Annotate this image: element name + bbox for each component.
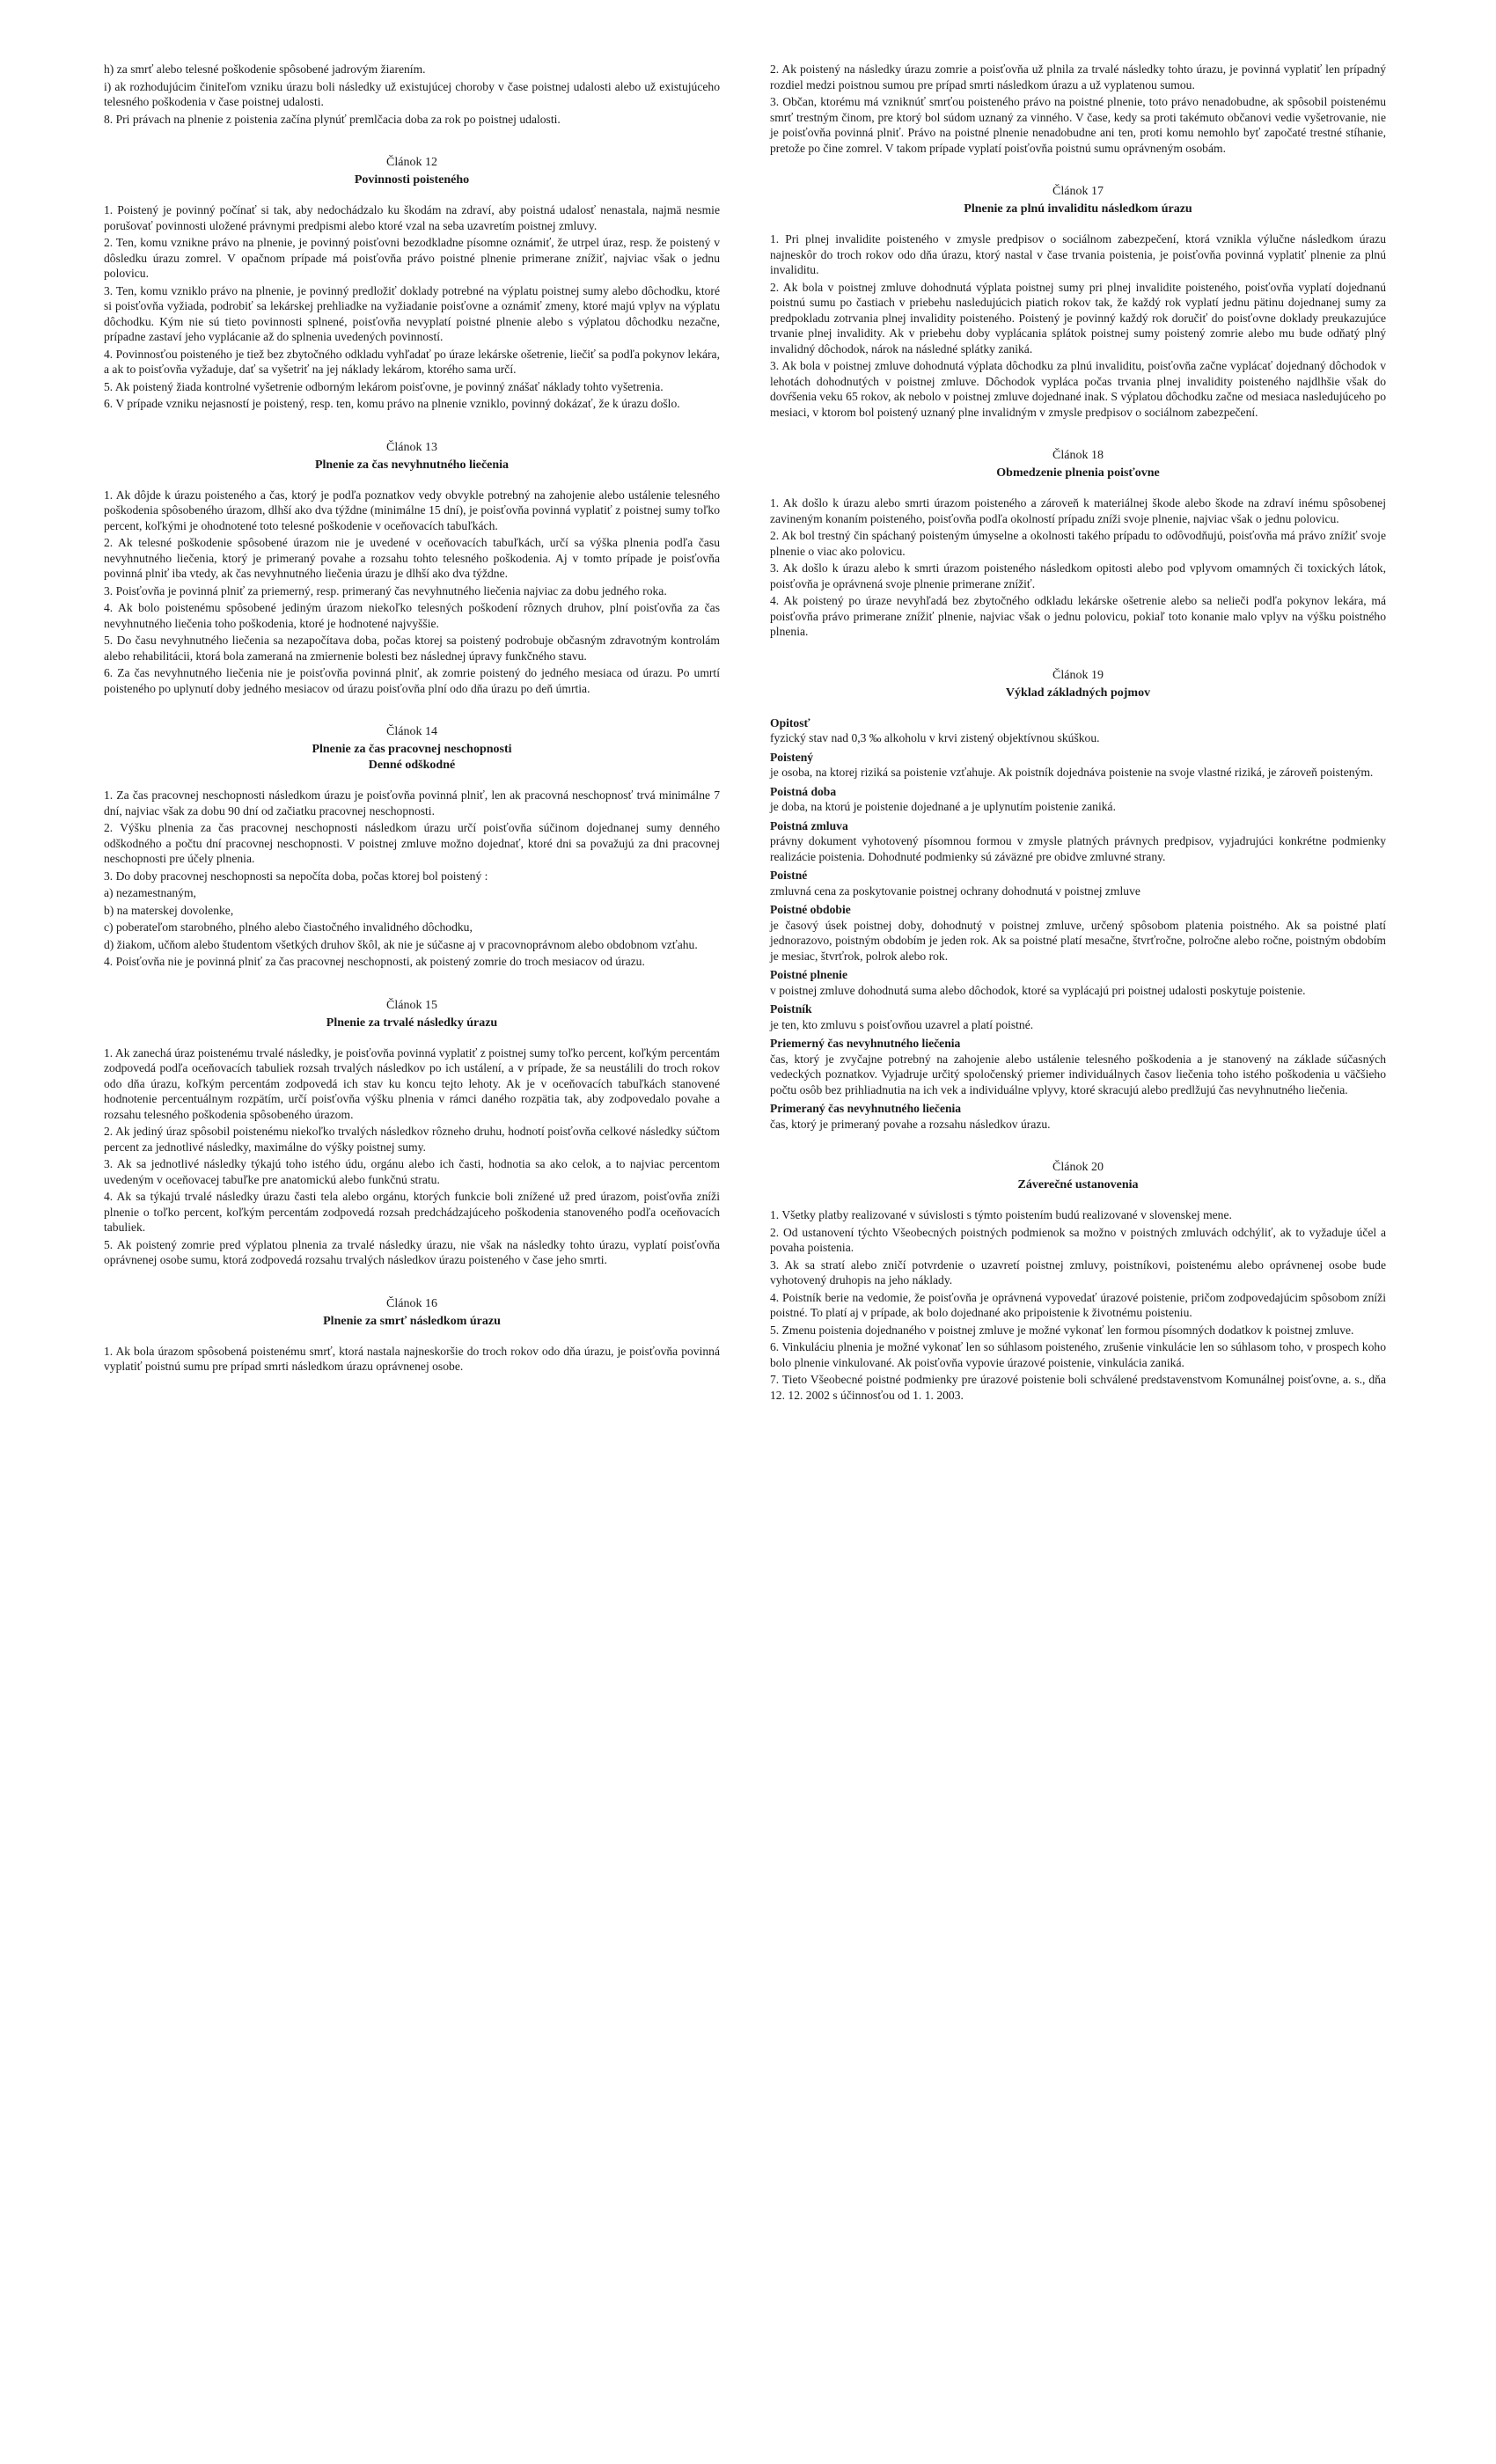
left-column xyxy=(104,62,720,1376)
definition-term: Priemerný čas nevyhnutného liečenia xyxy=(770,1037,961,1050)
article-paragraph: 3. Ak sa stratí alebo zničí potvrdenie o uzavretí poistnej zmluvy, poistníkovi, poistenému alebo oprávnenej osobe bude vyhotovený druhopis na jeho náklady. xyxy=(770,1258,1386,1287)
intro-paragraph: 3. Občan, ktorému má vzniknúť smrťou poisteného právo na poistné plnenie, toto právo nenadobudne, ak spôsobil poistenému smrť trestným činom, pre ktorý bol súdom uznaný za vinného. V čase, kedy sa proti takémuto občanovi vedie vyšetrovanie, nie je poisťovňa povinná plniť. Právo na poistné plnenie nenadobudne ani ten, proti komu nemohlo byť započaté trestné stíhanie, pretože po čine zomrel. V takom prípade vyplatí poisťovňa poistnú sumu oprávneným osobám. xyxy=(770,95,1386,155)
intro-paragraph: 8. Pri právach na plnenie z poistenia začína plynúť premlčacia doba za rok po poistnej udalosti. xyxy=(104,112,561,126)
article-paragraph: 2. Od ustanovení týchto Všeobecných poistných podmienok sa možno v poistných zmluvách odchýliť, ak to vyžaduje účel a povaha poistenia. xyxy=(770,1225,1386,1254)
article-paragraph: 3. Do doby pracovnej neschopnosti sa nepočíta doba, počas ktorej bol poistený : xyxy=(104,869,488,883)
definition-term: Poistné obdobie xyxy=(770,903,851,916)
article-subtitle: Záverečné ustanovenia xyxy=(1017,1178,1139,1192)
article-paragraph: 1. Ak dôjde k úrazu poisteného a čas, ktorý je podľa poznatkov vedy obvykle potrebný na zahojenie alebo ustálenie telesného poškodenia spôsobeného úrazom, dlhší ako dva týždne (minimálne 15 dní), je poisťovňa povinná vyplatiť z poistnej sumy toľko percent, koľkými je ohodnotené toto telesné poškodenie v oceňovacích tabuľkách. xyxy=(104,488,720,532)
article-title: Článok 17 xyxy=(1052,185,1104,198)
article-paragraph: 5. Zmenu poistenia dojednaného v poistnej zmluve je možné vykonať len formou písomných dodatkov k poistnej zmluve. xyxy=(770,1323,1354,1337)
article-paragraph: 1. Všetky platby realizované v súvislosti s týmto poistením budú realizované v slovenskej mene. xyxy=(770,1208,1232,1221)
article-paragraph: 1. Za čas pracovnej neschopnosti následkom úrazu je poisťovňa povinná plniť, len ak pracovná neschopnosť trvá minimálne 7 dní, najviac však za dobu 90 dní od začiatku pracovnej neschopnosti. xyxy=(104,788,720,818)
article-title: Článok 16 xyxy=(386,1296,437,1310)
definition-text: je ten, kto zmluvu s poisťovňou uzavrel a platí poistné. xyxy=(770,1017,1034,1031)
intro-paragraph: 2. Ak poistený na následky úrazu zomrie a poisťovňa už plnila za trvalé následky tohto úrazu, je povinná vyplatiť len prípadný rozdiel medzi poistnou sumou pre prípad smrti následkom úrazu a už vyplatenou sumou. xyxy=(770,62,1386,92)
article-subtitle: Plnenie za čas nevyhnutného liečenia xyxy=(314,458,510,472)
article-paragraph: 2. Výšku plnenia za čas pracovnej neschopnosti následkom úrazu určí poisťovňa súčinom dojednanej sumy denného odškodného a počtu dní pracovnej neschopnosti. V poistnej zmluve možno dojednať, ktoré dni sa považujú za dni pracovnej neschopnosti pre účely plnenia. xyxy=(104,821,720,865)
article-title: Článok 12 xyxy=(386,156,437,169)
article-paragraph: 5. Ak poistený žiada kontrolné vyšetrenie odborným lekárom poisťovne, je povinný znášať náklady tohto vyšetrenia. xyxy=(104,379,664,393)
right-column xyxy=(770,62,1386,1404)
article-subtitle: Plnenie za trvalé následky úrazu xyxy=(326,1016,498,1030)
article-paragraph: 4. Ak sa týkajú trvalé následky úrazu časti tela alebo orgánu, ktorých funkcie boli znížené už pred úrazom, poisťovňa zníži plnenie o toľko percent, koľkým percentám zodpovedá rozsah predchádzajúceho poškodenia stanoveného podľa oceňovacích tabuliek. xyxy=(104,1190,720,1234)
article-title: Článok 18 xyxy=(1052,449,1104,462)
article-title: Článok 19 xyxy=(1052,668,1104,682)
article-paragraph: 5. Ak poistený zomrie pred výplatou plnenia za trvalé následky úrazu, nie však na následky tohto úrazu, vyplatí poisťovňa oprávnenej osobe sumu, ktorá zodpovedá rozsahu trvalých následkov úrazu poisteného v čase jeho smrti. xyxy=(104,1237,720,1266)
article-list-item: b) na materskej dovolenke, xyxy=(104,903,234,917)
article-paragraph: 6. V prípade vzniku nejasností je poistený, resp. ten, komu právo na plnenie vzniklo, povinný dokázať, že k úrazu došlo. xyxy=(104,397,680,410)
article-title: Článok 13 xyxy=(386,440,437,454)
definition-term: Poistná zmluva xyxy=(770,818,848,832)
definition-term: Poistná doba xyxy=(770,784,837,798)
definition-text: je osoba, na ktorej riziká sa poistenie vzťahuje. Ak poistník dojednáva poistenie na svoje vlastné riziká, je zároveň poisteným. xyxy=(770,766,1374,779)
article-title: Článok 15 xyxy=(386,998,437,1012)
definitions-list xyxy=(770,715,1386,1133)
article-paragraph: 7. Tieto Všeobecné poistné podmienky pre úrazové poistenie boli schválené predstavenstvom Komunálnej poisťovne, a. s., dňa 12. 12. 2002 s účinnosťou od 1. 1. 2003. xyxy=(770,1373,1386,1402)
article-paragraph: 2. Ak telesné poškodenie spôsobené úrazom nie je uvedené v oceňovacích tabuľkách, určí sa výška plnenia podľa času nevyhnutného liečenia, ktorý je primeraný povahe a rozsahu tohto telesného poškodenia. Aj v tomto prípade je poisťovňa povinná plniť iba vtedy, ak čas nevyhnutného liečenia úrazu je dlhší ako dva týždne. xyxy=(104,536,720,580)
article-paragraph: 1. Pri plnej invalidite poisteného v zmysle predpisov o sociálnom zabezpečení, ktorá vznikla výlučne následkom úrazu najneskôr do troch rokov odo dňa úrazu, ktorý nastal v čase trvania poistenia, je poisťovňa povinná vyplatiť plnenie za plnú invaliditu. xyxy=(770,232,1386,276)
article-paragraph: 3. Ak sa jednotlivé následky týkajú toho istého údu, orgánu alebo ich časti, hodnotia sa ako celok, a to najviac percentom uvedeným v oceňovacej tabuľke pre anatomickú alebo funkčnú stratu. xyxy=(104,1157,720,1186)
definition-text: je doba, na ktorú je poistenie dojednané a je uplynutím poistenie zaniká. xyxy=(770,800,1116,813)
definition-text: fyzický stav nad 0,3 ‰ alkoholu v krvi zistený objektívnou skúškou. xyxy=(770,731,1100,744)
article-title: Článok 14 xyxy=(386,725,437,738)
definition-text: čas, ktorý je primeraný povahe a rozsahu následkov úrazu. xyxy=(770,1117,1051,1131)
article-paragraph: 5. Do času nevyhnutného liečenia sa nezapočítava doba, počas ktorej sa poistený podrobuje občasným zdravotným kontrolám alebo rehabilitácii, ktorá bola zameraná na zmiernenie bolesti bez následnej úpravy funkčného stavu. xyxy=(104,634,720,663)
intro-paragraph: h) za smrť alebo telesné poškodenie spôsobené jadrovým žiarením. xyxy=(104,62,426,76)
article-list-item: c) poberateľom starobného, plného alebo čiastočného invalidného dôchodku, xyxy=(104,920,473,934)
article-subtitle: Výklad základných pojmov xyxy=(1005,686,1151,700)
article-paragraph: 6. Vinkuláciu plnenia je možné vykonať len so súhlasom poisteného, zrušenie vinkulácie len so súhlasom toho, v prospech koho bolo plnenie vinkulované. Ak poisťovňa vypovie úrazové poistenie, vinkulácia zaniká. xyxy=(770,1340,1386,1369)
definition-text: čas, ktorý je zvyčajne potrebný na zahojenie alebo ustálenie telesného poškodenia a je stanovený na základe súčasných vedeckých poznatkov. Vyjadruje určitý spoločenský priemer individuálnych časov liečenia toho istého poškodenia u väčšieho počtu osôb bez prihliadnutia na ich vek a individuálne vplyvy, ktoré skracujú alebo predlžujú čas nevyhnutného liečenia. xyxy=(770,1052,1386,1096)
article-subtitle: Obmedzenie plnenia poisťovne xyxy=(996,466,1160,480)
article-paragraph: 3. Ak bola v poistnej zmluve dohodnutá výplata dôchodku za plnú invaliditu, poisťovňa začne vyplácať dojednaný dôchodok v lehotách dohodnutých v poistnej zmluve. Dôchodok vypláca počas trvania plnej invalidity poisteného najdlhšie však do dovŕšenia veku 65 rokov, ak nebolo v poistnej zmluve dojednané inak. S výplatou dôchodku začne od mesiaca nasledujúceho po mesiaci, v ktorom bol poistený uznaný plne invalidným v zmysle predpisov o sociálnom zabezpečení. xyxy=(770,359,1386,419)
article-subtitle: Plnenie za čas pracovnej neschopnosti xyxy=(312,743,512,756)
article-paragraph: 3. Ten, komu vzniklo právo na plnenie, je povinný predložiť doklady potrebné na výplatu poistnej sumy alebo dôchodku, ktoré si poisťovňa vyžiada, podrobiť sa lekárskej prehliadke na vyžiadanie poisťovne a oznámiť zmeny, ktoré majú vplyv na výplatu dôchodku. Kým nie sú tieto povinnosti splnené, poisťovňa nevyplatí poistné plnenie alebo s výplatou dôchodku nezačne, prípadne zastaví jeho vyplácanie až do splnenia uvedených povinností. xyxy=(104,283,720,343)
definition-term: Primeraný čas nevyhnutného liečenia xyxy=(770,1102,962,1115)
definition-term: Poistník xyxy=(770,1002,812,1016)
definition-term: Poistený xyxy=(770,750,814,764)
article-paragraph: 1. Poistený je povinný počínať si tak, aby nedochádzalo ku škodám na zdraví, aby poistná udalosť nenastala, najmä nesmie porušovať povinnosti uložené právnymi predpismi alebo ktoré vzal na seba uzavretím poistnej zmluvy. xyxy=(104,203,720,232)
definition-text: právny dokument vyhotovený písomnou formou v zmysle platných právnych predpisov, vyjadrujúci konkrétne podmienky realizácie poistenia. Dohodnuté podmienky sú záväzné pre obidve zmluvné strany. xyxy=(770,834,1386,863)
article-paragraph: 6. Za čas nevyhnutného liečenia nie je poisťovňa povinná plniť, ak zomrie poistený do jedného mesiaca od úrazu. Po umrtí poisteného po uplynutí doby jedného mesiacov od úrazu poisťovňa plní odo dňa úrazu po deň úmrtia. xyxy=(104,666,720,695)
article-paragraph: 1. Ak bola úrazom spôsobená poistenému smrť, ktorá nastala najneskoršie do troch rokov odo dňa úrazu, je poisťovňa povinná vyplatiť poistnú sumu pre prípad smrti následkom úrazu oprávnenej osobe. xyxy=(104,1344,720,1373)
article-paragraph: 4. Povinnosťou poisteného je tiež bez zbytočného odkladu vyhľadať po úraze lekárske ošetrenie, liečiť sa podľa pokynov lekára, a ak to poisťovňa vyžaduje, dať sa vyšetriť na jej náklady lekárom, ktorého sama určí. xyxy=(104,347,720,376)
definition-term: Poistné plnenie xyxy=(770,968,847,981)
article-paragraph: 4. Ak poistený po úraze nevyhľadá bez zbytočného odkladu lekárske ošetrenie alebo sa nelieči podľa pokynov lekára, má poisťovňa právo primerane znížiť plnenie, najviac však o jednu polovicu, pokiaľ toto konanie malo vplyv na výšku poistného plnenia. xyxy=(770,594,1386,638)
article-paragraph: 1. Ak došlo k úrazu alebo smrti úrazom poisteného a zároveň k materiálnej škode alebo škode na zdraví inému spôsobenej zavineným konaním poisteného, poisťovňa podľa okolností prípadu zníži svoje plnenie, najviac však o jednu polovicu. xyxy=(770,496,1386,525)
article-paragraph: 4. Ak bolo poistenému spôsobené jediným úrazom niekoľko telesných poškodení rôznych druhov, plní poisťovňa za čas nevyhnutného liečenia toho poškodenia, ktoré je hodnotené najvyššie. xyxy=(104,601,720,630)
article-paragraph: 3. Ak došlo k úrazu alebo k smrti úrazom poisteného následkom opitosti alebo pod vplyvom omamných či toxických látok, poisťovňa je oprávnená svoje plnenie primerane znížiť. xyxy=(770,561,1386,590)
article-subtitle: Povinnosti poisteného xyxy=(354,173,470,187)
definition-text: zmluvná cena za poskytovanie poistnej ochrany dohodnutá v poistnej zmluve xyxy=(770,884,1140,898)
article-title: Článok 20 xyxy=(1052,1161,1104,1174)
article-paragraph: 2. Ak jediný úraz spôsobil poistenému niekoľko trvalých následkov rôzneho druhu, hodnotí poisťovňa celkové následky súčtom percent za jednotlivé následky, maximálne do výšky poistnej sumy. xyxy=(104,1125,720,1154)
article-list-item: d) žiakom, učňom alebo študentom všetkých druhov škôl, ak nie je súčasne aj v pracovnoprávnom alebo obdobnom vzťahu. xyxy=(104,937,698,951)
article-paragraph: 2. Ak bola v poistnej zmluve dohodnutá výplata poistnej sumy pri plnej invalidite poisteného, poisťovňa vyplatí dojednanú poistnú sumu po častiach v priebehu nasledujúcich piatich rokov tak, že každý rok vyplatí jednu pätinu dojednanej sumy za predpokladu zotrvania plnej invalidity poisteného. Poistený je povinný každý rok doručiť do poisťovne doklady preukazujúce trvanie plnej invalidity. Ak v priebehu doby vyplácania splátok poistnej sumy poistený zomrie alebo mu bude odňatý plný invalidný dôchodok, nárok na následné splátky zaniká. xyxy=(770,280,1386,356)
article-list-item: a) nezamestnaným, xyxy=(104,886,196,899)
article-subtitle-secondary: Denné odškodné xyxy=(368,759,456,772)
definition-text: v poistnej zmluve dohodnutá suma alebo dôchodok, ktoré sa vyplácajú pri poistnej udalosti poskytuje poistenie. xyxy=(770,983,1306,997)
article-paragraph: 2. Ten, komu vznikne právo na plnenie, je povinný poisťovni bezodkladne písomne oznámiť, že utrpel úraz, resp. že poistený v dôsledku úrazu zomrel. V opačnom prípade má poisťovňa právo poistné plnenie primerane znížiť, najviac však o jednu polovicu. xyxy=(104,236,720,280)
definition-term: Opitosť xyxy=(770,715,810,730)
definition-text: je časový úsek poistnej doby, dohodnutý v poistnej zmluve, určený spôsobom platenia poistného. Ak sa poistné platí jednorazovo, poistným obdobím je jeden rok. Ak sa poistné platí mesačne, štvrťročne, polročne alebo ročne, poistným obdobím je mesiac, štvrťrok, polrok alebo rok. xyxy=(770,918,1386,963)
article-paragraph: 4. Poisťovňa nie je povinná plniť za čas pracovnej neschopnosti, ak poistený zomrie do troch mesiacov od úrazu. xyxy=(104,955,645,968)
intro-paragraph: i) ak rozhodujúcim činiteľom vzniku úrazu boli následky už existujúcej choroby v čase poistnej udalosti alebo už existujúceho telesného poškodenia v čase poistnej udalosti. xyxy=(104,79,720,108)
definition-term: Poistné xyxy=(770,869,808,882)
article-subtitle: Plnenie za smrť následkom úrazu xyxy=(323,1314,501,1328)
article-paragraph: 1. Ak zanechá úraz poistenému trvalé následky, je poisťovňa povinná vyplatiť z poistnej sumy toľko percent, koľkým percentám zodpovedá podľa oceňovacích tabuliek rozsah trvalých následkov po ich ustálení, a v prípade, že sa neustálili do troch rokov odo dňa úrazu, koľkým percentám zodpovedá ich stav ku koncu tejto lehoty. Ak je v oceňovacích tabuľkách stanovené hodnotenie percentuálnym rozpätím, určí poisťovňa výšku plnenia v rámci daného rozpätia tak, aby zodpovedalo povahe a rozsahu telesného poškodenia spôsobeného úrazom. xyxy=(104,1045,720,1121)
article-paragraph: 2. Ak bol trestný čin spáchaný poisteným úmyselne a okolnosti takého prípadu to odôvodňujú, poisťovňa má právo znížiť svoje plnenie o viac ako polovicu. xyxy=(770,529,1386,558)
article-paragraph: 4. Poistník berie na vedomie, že poisťovňa je oprávnená vypovedať úrazové poistenie, pričom zodpovedajúcim spôsobom zníži poistné. To platí aj v prípade, ak bolo dojednané ako pripoistenie k životnému poisteniu. xyxy=(770,1290,1386,1319)
article-paragraph: 3. Poisťovňa je povinná plniť za priemerný, resp. primeraný čas nevyhnutného liečenia najviac za dobu jedného roka. xyxy=(104,583,667,598)
article-subtitle: Plnenie za plnú invaliditu následkom úrazu xyxy=(964,202,1192,216)
